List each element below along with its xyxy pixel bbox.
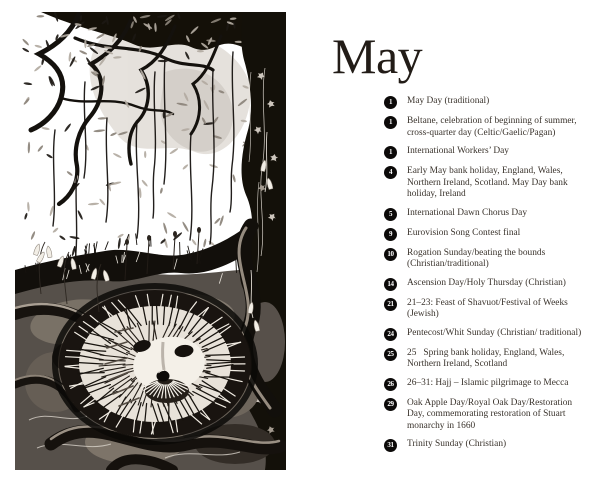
event-description: Early May bank holiday, England, Wales, Northern Ireland, Scotland. May Day bank holiday, Ireland [407,166,568,199]
day-badge [384,96,397,109]
event-row [384,96,588,109]
day-number: 9 [388,229,393,238]
day-badge [384,248,397,261]
event-row [384,378,588,391]
event-row [384,398,588,433]
event-description: 26–31: Hajj – Islamic pilgrimage to Mecca [407,377,569,388]
day-badge [384,298,397,311]
event-description: Ascension Day/Holy Thursday (Christian) [407,277,566,288]
event-description: Eurovision Song Contest final [407,227,521,238]
day-number: 29 [387,399,394,408]
day-badge [384,278,397,291]
day-number: 1 [388,118,393,126]
event-row [384,298,588,321]
event-row [384,146,588,159]
day-number: 14 [387,279,394,288]
day-number: 24 [387,329,394,338]
event-list [384,96,588,452]
event-row [384,228,588,241]
event-description: Beltane, celebration of beginning of summer, cross-quarter day (Celtic/Gaelic/Pagan) [407,116,577,138]
day-number: 5 [388,209,393,218]
month-title: May [332,28,423,84]
day-badge [384,439,397,452]
day-number: 4 [388,168,393,176]
day-number: 21 [387,299,394,308]
day-badge [384,116,397,129]
event-description: Rogation Sunday/beating the bounds (Christian/traditional) [407,247,546,269]
day-badge [384,208,397,221]
muzzle-shadow [145,379,189,403]
day-number: 25 [387,349,394,358]
day-badge [384,146,397,159]
nose [157,371,170,382]
event-description: 21–23: Feast of Shavuot/Festival of Weeks (Jewish) [407,297,568,319]
event-description: Trinity Sunday (Christian) [407,439,507,449]
event-row [384,166,588,201]
day-number: 31 [387,441,394,449]
hedgehog-willow-illustration [15,12,286,470]
event-description: May Day (traditional) [407,96,490,106]
event-description: Pentecost/Whit Sunday (Christian/ traditional) [407,327,582,338]
event-description: 25 Spring bank holiday, England, Wales, Northern Ireland, Scotland [407,347,565,369]
day-badge [384,348,397,361]
event-row [384,116,588,139]
day-number: 1 [388,98,393,106]
day-badge [384,228,397,241]
day-badge [384,378,397,391]
day-badge [384,166,397,179]
event-description: Oak Apple Day/Royal Oak Day/Restoration Day, commemorating restoration of Stuart monarchy in 1660 [407,397,573,431]
day-badge [384,328,397,341]
day-number: 10 [387,249,394,258]
day-number: 1 [388,148,393,156]
event-row [384,278,588,291]
day-number: 26 [387,379,394,388]
month-content [332,22,588,452]
event-row [384,328,588,341]
event-row [384,248,588,271]
event-row [384,439,588,452]
event-row [384,208,588,221]
event-description: International Dawn Chorus Day [407,207,528,218]
event-row [384,348,588,371]
event-description: International Workers’ Day [407,146,509,156]
day-badge [384,398,397,411]
